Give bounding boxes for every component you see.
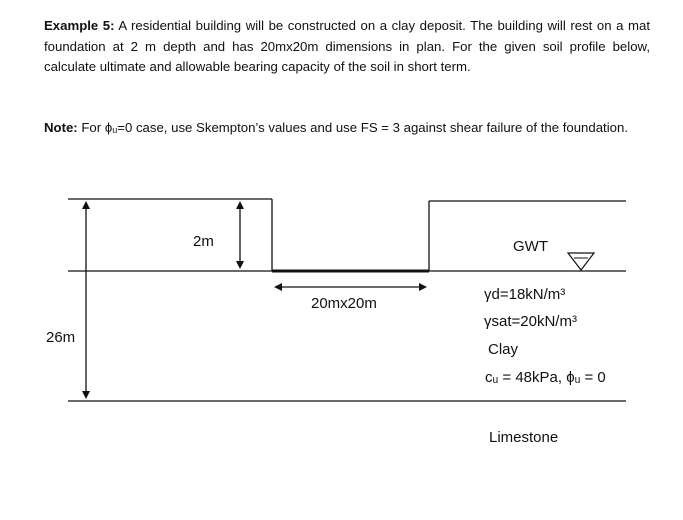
- depth-label: 2m: [193, 233, 214, 250]
- footing-label: 20mx20m: [311, 295, 377, 312]
- gwt-label: GWT: [513, 238, 548, 255]
- problem-text: A residential building will be constructed on a clay deposit. The building will rest on a mat foundation at 2 m depth and has 20mx20m dimensions in plan. For the given soil profile below, calculate ultimate and allowable bearing capacity of the soil in short term.: [44, 18, 650, 74]
- gamma-sat-label: γsat=20kN/m³: [484, 313, 577, 330]
- note-label: Note:: [44, 120, 78, 135]
- soil-type-label: Clay: [488, 341, 519, 358]
- problem-label: Example 5:: [44, 18, 115, 33]
- water-table-icon: [568, 253, 594, 270]
- undrained-strength-label: cᵤ = 48kPa, ϕᵤ = 0: [485, 369, 606, 386]
- gamma-d-label: γd=18kN/m³: [484, 286, 566, 303]
- bottom-layer-label: Limestone: [489, 429, 559, 446]
- total-depth-label: 26m: [46, 329, 76, 346]
- note-text: For ϕᵤ=0 case, use Skempton’s values and use FS = 3 against shear failure of the foundation.: [81, 120, 628, 135]
